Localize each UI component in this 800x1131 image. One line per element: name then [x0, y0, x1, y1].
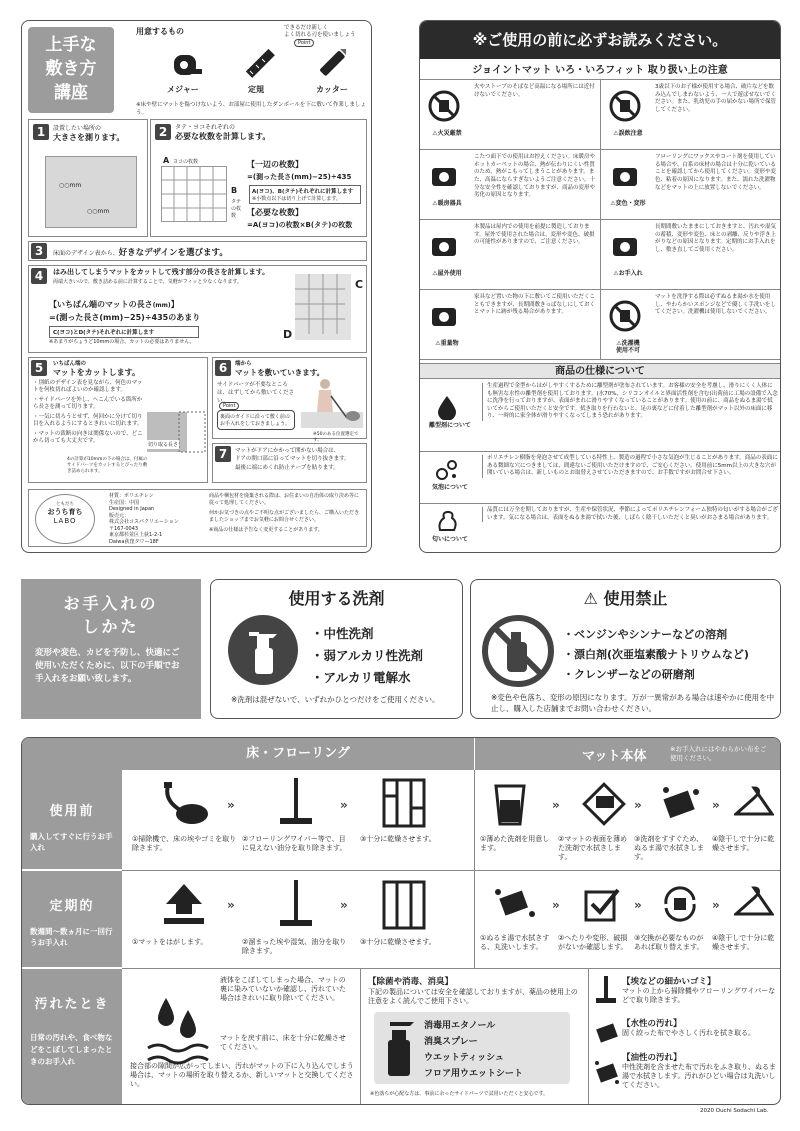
care-title-line2: しかた	[82, 617, 140, 636]
row-before-use	[22, 770, 122, 870]
release-agent-icon	[434, 394, 460, 420]
step2-line2: 必要な枚数を計算します。	[175, 132, 271, 142]
step2-heading	[175, 123, 365, 143]
edge-note2: ※あまりがちょうど10mmの場合、カットの必要はありません。	[49, 339, 195, 345]
spec-label: 匂いについて	[432, 536, 468, 543]
row-dirty-sub: 日常の汚れや、食べ物などをこぼしてしまったときのお手入れ	[30, 1033, 113, 1066]
caution-text: 長期間敷いたままにしておきますと、汚れや湿気の蓄積、変形や変色、床との剥離、反りや浮き上がりなどの原因となります。定期的にお手入れをし、敷き直してご使用ください。	[655, 224, 777, 254]
caution-text: 3歳以下のお子様が使用する場合、破片などを飲み込んでしまわないよう、一人で遊ばせないでください。また、乳幼児の手の届かない場所で保管してください。	[655, 84, 777, 114]
caution-text: 本製品は屋内での使用を前提に製造しております。屋外で使用された場合は、変形や変色、破損の可能性がありますので、ご注意ください。	[474, 224, 595, 246]
cutter-note: できるだけ新しく よく切れる刃を使いましょう	[284, 25, 356, 39]
caution-text: フローリングにワックスやコート剤を使用している場合や、白系の床材の場合は十分に乾いていることを確認してから使用してください。変形や変色、粘着の原因になります。また、濡れた洗濯物などをマットの上に放置しないでください。	[655, 154, 777, 191]
checkbox-icon	[582, 884, 622, 924]
point-tag: Point	[294, 39, 314, 47]
howto-panel	[21, 20, 372, 553]
spec-row	[420, 380, 781, 452]
copyright: 2020 Ouchi Sodachi Lab.	[700, 1108, 769, 1114]
caution-panel	[419, 20, 781, 553]
step2-number: 2	[155, 124, 171, 140]
row-before-title: 使用前	[49, 804, 95, 819]
caution-label: ⚠屋外使用	[432, 270, 462, 277]
edge-title-close: 】	[170, 300, 179, 309]
sterile-item: フロア用ウエットシート	[424, 1069, 523, 1079]
arrow-icon: »	[340, 798, 348, 812]
step7-text2: ドアの開口部に沿ってマットを切り抜きます。	[235, 456, 350, 463]
floor-before-step: ①掃除機で、床の埃やゴミを取り除きます。	[132, 835, 237, 853]
step5-line2: マットをカットします。	[53, 368, 140, 378]
use-list	[311, 624, 423, 690]
step5-number: 5	[31, 360, 47, 376]
spec-line: 材質：ポリエチレン	[109, 493, 154, 499]
caution-label: ⚠誤飲注意	[613, 130, 643, 137]
step4-box	[28, 265, 367, 353]
weight-icon	[428, 300, 460, 332]
step4-line1: はみ出してしまうマットをカットして残す部分の長さを計算します。	[53, 268, 270, 276]
spec-row	[420, 504, 781, 553]
caution-grid	[420, 80, 781, 360]
edge-title-text: 【いちばん端のマットの長さ	[49, 300, 153, 309]
vacuum-person-illustration	[301, 376, 363, 428]
dirty-text1: 液体をこぼしてしまった場合、マットの裏に染みていないか確認し、汚れていた場合はきれいに取り除いてください。	[220, 976, 346, 1003]
caution-label: ⚠火災厳禁	[432, 130, 462, 137]
arrow-icon: »	[552, 898, 560, 912]
f1-note2: ※小数点以下は切り上げて計算します。	[252, 196, 341, 202]
col-mat-header: マット本体	[582, 749, 647, 764]
discolor-icon	[609, 160, 641, 192]
caution-header: ※ご使用の前に必ずお読みください。	[420, 21, 780, 59]
step3-text	[53, 246, 228, 258]
water-text: 固く絞った布でやさしく汚れを拭き取る。	[622, 1029, 755, 1037]
dim-a: ○○mm	[59, 182, 82, 189]
f2-title: 【必要な枚数】	[247, 208, 303, 217]
f1-note1: A(ヨコ)、B(タテ)それぞれに計算します	[252, 189, 354, 195]
spec-line: Designed in Japan	[109, 506, 155, 512]
spec-label: 気泡について	[432, 484, 468, 491]
d-label: D	[283, 328, 293, 341]
spec-line: 販売元：	[109, 512, 130, 519]
step6-line1: 端から	[235, 361, 252, 367]
caution-text: 火やストーブのそばなど高温になる場所には近付けないでください。	[474, 84, 595, 98]
c-label: C	[355, 278, 364, 291]
use-item: ・中性洗剤	[311, 626, 374, 641]
odor-icon	[434, 508, 460, 534]
step5-bullet: ・サイドパーツを外し、へこんでいる箇所から長さを測って切ります。	[33, 396, 143, 411]
step7-number: 7	[215, 446, 231, 462]
caution-subheader: ジョイントマット いろ・いろフィット 取り扱い上の注意	[472, 65, 728, 76]
step6-point-tag: Point	[219, 402, 239, 410]
spec-line: 株式会社コスパクリエーション	[109, 519, 179, 525]
labo-logo	[35, 494, 95, 544]
cut-label: 切り取る長さ	[148, 442, 179, 448]
arrow-icon: »	[712, 898, 720, 912]
step5-bullet: ・別紙のデザイン表を見ながら、何色のマットを何枚切ればよいのか確認します。	[33, 380, 143, 394]
caution-text: 家具など置いた物の下に敷いてご使用いただくこともできますが、長期間敷きっぱなしにしておくとマットに跡が残る場合があります。	[474, 294, 596, 316]
prohibited-bottle-icon	[481, 614, 555, 688]
spec-line: 東京都杉並区上荻1-2-1	[109, 532, 163, 538]
spec-header: 商品の仕様について	[420, 363, 780, 379]
ban-title: 使用禁止	[603, 589, 668, 608]
cutter-icon	[314, 47, 348, 81]
mat-periodic-step: ②へたりや変形、破損がないか確認します。	[558, 934, 628, 952]
caution-label: ⚠洗濯機 使用不可	[615, 340, 640, 355]
caution-item	[420, 290, 601, 360]
use-detergent-panel	[210, 579, 463, 719]
spec-text: 品質には万全を期しておりますが、生産や保管状況、季節によってポリエチレンフォーム独特の匂いがする場合がございます。気になる場合は、表面をぬるま湯で拭いた後、しばらく陰干しいただくと臭いがおさまる場合があります。	[482, 507, 778, 522]
arrow-icon: »	[227, 898, 235, 912]
step4-number: 4	[31, 268, 47, 284]
howto-title-line1: 上手な	[45, 35, 97, 55]
ruler-icon	[240, 45, 276, 81]
wipe-mat-icon	[582, 782, 626, 826]
labo-line2: おうち育ち	[47, 508, 83, 516]
edge-title-unit: (mm)	[152, 302, 171, 309]
care-title-panel	[21, 579, 201, 719]
step7-box	[212, 443, 367, 483]
floor-before-step: ②フローリングワイパー等で、目に見えない油分を取り除きます。	[242, 835, 347, 853]
measure-tape-icon	[172, 49, 202, 79]
cup-icon	[492, 782, 528, 826]
step6-img-note: ※50のある位置選定です。	[313, 432, 359, 443]
spec-line: Daiwa荻窪タワー18F	[109, 538, 159, 545]
prohibited-panel	[470, 579, 781, 719]
arrow-icon: »	[634, 898, 642, 912]
step2-line1: タテ・ヨコそれぞれの	[175, 124, 236, 131]
lift-up-icon	[162, 882, 206, 928]
sterile-item: 消毒用エタノール	[424, 1021, 496, 1031]
ban-title-row	[471, 586, 780, 609]
step3-main: 好きなデザインを選びます。	[118, 248, 228, 258]
step5-bullet: ・一気に切ろうとせず、何回かに分けて切り目を入れるようにするときれいに切れます。	[33, 413, 143, 428]
step7-text1: マットがドアにかかって開かない場合は、	[235, 448, 340, 454]
step3-pre: 床面のデザイン表から、	[53, 250, 119, 257]
floor-periodic-step: ②溜まった埃や湿気、油分を取り除きます。	[242, 938, 347, 956]
wiper-small-icon	[594, 976, 618, 1006]
floor-note: ※床や壁にマットを傷つけないよう、お部屋に使用したダンボールを下に敷いて作業しましょう。	[136, 102, 366, 116]
fire-prohibited-icon	[428, 90, 460, 122]
sterile-items	[424, 1018, 523, 1082]
arrow-icon: »	[712, 798, 720, 812]
dim-b: ○○mm	[87, 208, 110, 215]
caution-item	[601, 80, 781, 150]
sterile-item: ウエットティッシュ	[424, 1053, 504, 1063]
tool-cutter: カッター	[316, 85, 348, 94]
care-title-line1: お手入れの	[63, 594, 159, 613]
step6-point-text: 裏面のガイドに沿って敷く前の お手入れをしておきましょう。	[217, 410, 295, 430]
ban-list	[563, 626, 749, 686]
caution-item	[601, 220, 781, 290]
use-title: 使用する洗剤	[288, 589, 385, 608]
arrow-icon: »	[634, 798, 642, 812]
company-info-box	[28, 489, 367, 547]
step2-box	[150, 119, 367, 237]
howto-title-block	[28, 27, 114, 113]
spray-bottle-icon	[227, 614, 299, 686]
row-periodic-title: 定期的	[49, 899, 95, 914]
use-item: ・アルカリ電解水	[311, 670, 411, 685]
spec-row	[420, 452, 781, 504]
step6-number: 6	[215, 360, 231, 376]
dirty-text2: マットを戻す前に、床を十分に乾燥させてください。	[220, 1034, 346, 1052]
mat-before-step: ④陰干しで十分に乾燥させます。	[712, 835, 775, 853]
spec-line: 生産国：中国	[109, 499, 140, 506]
caution-label: ⚠重量物	[435, 340, 459, 347]
arrow-icon: »	[552, 798, 560, 812]
wipe-cloth-icon	[594, 1020, 620, 1046]
mat-grid-diagram	[161, 166, 227, 222]
caution-text: こたつ面下での使用はお控えください。床暖房やホットカーペットの場合、熱が伝わりにくい性質のため、熱がこもってしまうことがあります。また、高温にならすぎないようご注意ください。十分な安全性を確認しておりますが、商品の変形や劣化の原因となります。	[474, 154, 596, 199]
row-dirty-title: 汚れたとき	[34, 997, 110, 1012]
mat-before-step: ②マットの表面を薄めた洗剤で水拭きします。	[558, 835, 627, 862]
edge-note: C(ヨコ)とD(タテ)それぞれに計算します	[49, 326, 199, 338]
caution-item	[601, 150, 781, 220]
sterile-list-box	[374, 1012, 570, 1084]
ban-item: ・クレンザーなどの研磨剤	[563, 668, 695, 681]
sterile-text: 下記の製品については安全を確認しておりますが、薬品の使用上の注意をよく読んでご使用下さい。	[368, 988, 578, 1006]
wash-mat-icon	[492, 884, 536, 924]
cut-grid-diagram	[295, 274, 351, 340]
warning-icon: ⚠	[583, 589, 598, 608]
f1-title: 【一辺の枚数】	[247, 160, 303, 169]
step1-box	[28, 119, 148, 237]
choking-warning-icon	[609, 90, 641, 122]
mat-periodic-step: ③交換が必要なものがあれば取り替えます。	[634, 934, 704, 952]
caution-label: ⚠変色・変形	[610, 200, 646, 207]
labo-line3: LABO	[53, 517, 77, 525]
caution-item	[420, 220, 601, 290]
row-periodic	[22, 871, 122, 968]
spec-line: 〒167-0043	[109, 525, 139, 532]
caution-item	[601, 290, 781, 360]
caution-item	[420, 80, 601, 150]
step7-text3: 最後に端にめくれ防止テープを貼ります。	[235, 464, 339, 471]
spec-label: 離型剤について	[429, 422, 471, 429]
b-sub: タテの枚数	[231, 199, 242, 219]
step6-desc: サイドパーツが不要なところは、はずしてから敷いてください。	[217, 382, 295, 404]
sterile-note: ※色落ちが心配な方は、事前に余ったサイドパーツで試用いただくと安心です。	[370, 1091, 549, 1097]
a-sub: ヨコの枚数	[173, 159, 199, 165]
water-title: 【水性の汚れ】	[622, 1019, 682, 1029]
room-floor-diagram	[45, 156, 137, 228]
floor-periodic-step: ③十分に乾燥させます。	[360, 938, 436, 946]
sterile-item: 消臭スプレー	[424, 1037, 478, 1047]
tool-measure: メジャー	[167, 85, 199, 94]
use-item: ・弱アルカリ性洗剤	[311, 648, 424, 663]
sun-icon	[428, 230, 460, 262]
sterile-title: 【除菌や消毒、消臭】	[368, 977, 454, 987]
arrow-icon: »	[227, 798, 235, 812]
hanger-icon	[734, 784, 774, 824]
floor-before-step: ③十分に乾燥させます。	[360, 835, 436, 843]
oil-text: 中性洗剤を含ませた布で汚れをふき取り、ぬるま湯で水拭きします。汚れがひどい場合は丸洗いしてください。	[622, 1063, 776, 1090]
row-periodic-sub: 数週間〜数ヵ月に一回行うお手入れ	[30, 927, 113, 947]
disposal-line: ※商品の仕様は予告なく変更することがあります。	[209, 527, 323, 533]
use-note: ※洗剤は混ぜないで、いずれかひとつだけをご使用ください。	[231, 695, 440, 704]
rinse-icon	[658, 782, 702, 826]
f2-formula: =A(ヨコ)の枚数×B(タテ)の枚数	[247, 221, 353, 229]
step5-heading	[53, 359, 140, 379]
disposal-line: 何かお気づきの点やご不明な点がございましたら、ご購入いただきましたショップまでお気軽にお問合せください。	[209, 510, 360, 523]
step6-box	[212, 357, 367, 443]
floor-boards-icon	[382, 880, 426, 930]
spec-text: 生産過程で金型からはがしやすくするために離型剤が塗布されています。お客様の安全を考慮し、滑りにくく人体にも無害な水性の離型剤を使用しております。(水70%、シリコンオイルと界面活性剤を含む)出荷前に工場の設備で入念に洗浄を行っておりますが、表面がまれに滑りやすくなっていることがあります。使用の前に、商品をぬるま湯で拭いてからご使用いただくと安全です。拭き取りを行わないと、足の裏などに付着した離型剤がマット以外の床面に移り、一時的に家全体が滑りやすくなってしまう恐れがあります。	[482, 383, 778, 421]
floor-wiper-icon	[276, 778, 316, 828]
prepare-label: 用意するもの	[136, 27, 184, 36]
step1-line2: 大きさを測ります。	[53, 133, 125, 143]
step5-line1: いちばん端の	[53, 361, 87, 367]
labo-line1: ともだち	[56, 502, 74, 507]
step1-number: 1	[33, 124, 49, 140]
step5-bullet: ・マットの裁断の向きは関係ないので、どこから切っても大丈夫です。	[33, 430, 143, 444]
col-floor-header: 床・フローリング	[246, 746, 350, 761]
bubble-icon	[434, 456, 460, 482]
floor-boards-icon	[382, 778, 426, 828]
spec-text: ポリエチレン樹脂を発泡させて成型している特性上、製造の過程で小さな気泡が生じることがあります。商品の表面にある微細な穴につきましては、間違ないご使用いただけますので、ご安心ください。使用前に5mm以上の大きな穴が開いている場合は、新しいものとお取替えさせていただきますので、お手数ですがお問合せ下さい。	[482, 455, 778, 478]
step5-bullets	[33, 380, 145, 445]
ban-item: ・漂白剤(次亜塩素酸ナトリウムなど)	[563, 648, 749, 661]
mat-periodic-step: ④陰干しで十分に乾燥させます。	[712, 934, 775, 952]
floor-periodic-step: ①マットをはがします。	[132, 938, 208, 946]
a-label: A	[163, 156, 170, 165]
care-desc: 変形や変色、カビを予防し、快適にご使用いただくために、以下の手順でお手入れをお願い致します。	[35, 648, 180, 685]
caution-label: ⚠暖房器具	[432, 200, 462, 207]
cut-note: 4の計算が10mmの下の場合は、付属のサイドパーツをカットするとぴったり敷き詰められます。	[67, 457, 148, 474]
step5-box	[28, 357, 208, 483]
step3-box	[28, 241, 367, 261]
row-before-sub: 購入してすぐに行うお手入れ	[30, 832, 113, 852]
step3-number: 3	[31, 243, 47, 259]
step1-heading	[53, 124, 145, 144]
hand-care-icon	[609, 230, 641, 262]
care-table	[21, 737, 781, 1105]
mat-before-step: ③洗剤をすすぐため、ぬるま湯で水拭きします。	[634, 835, 704, 862]
f1-note-box	[249, 185, 361, 204]
spec-rows	[420, 380, 781, 553]
heater-icon	[428, 160, 460, 192]
edge-formula: =(測った長さ(mm)−25)÷435のあまり	[49, 313, 201, 322]
f1-formula: =(測った長さ(mm)−25)÷435	[247, 173, 352, 181]
replace-cycle-icon	[658, 884, 702, 924]
mat-before-step: ①薄めた洗剤を用意します。	[480, 835, 550, 853]
spec-text	[109, 493, 201, 545]
oil-title: 【油性の汚れ】	[622, 1053, 682, 1063]
edge-title	[49, 300, 179, 311]
disposal-line: 商品や梱包材を廃棄される際は、お住まいの自治体の取り決め等に従って処理してください。	[209, 493, 360, 506]
caution-label: ⚠お手入れ	[613, 270, 643, 277]
spray-bottle-icon	[382, 1018, 418, 1078]
step6-line2: マットを敷いていきます。	[235, 368, 325, 378]
howto-title-line3: 講座	[54, 83, 88, 103]
howto-title-line2: 敷き方	[45, 59, 97, 79]
wash-cloth-icon	[594, 1060, 620, 1086]
fine-title: 【埃などの細かいゴミ】	[622, 977, 716, 987]
puzzle-mat-diagram	[145, 408, 207, 458]
row-dirty	[22, 969, 122, 1105]
vacuum-icon	[162, 780, 212, 826]
ban-note: ※変色や色落ち、変形の原因になります。万が一異常がある場合は速やかに使用を中止し、購入した店舗までお問い合わせください。	[491, 693, 775, 713]
caution-item	[420, 150, 601, 220]
b-label: B	[231, 186, 238, 195]
caution-text: マットを洗浄する際は必ずぬるま湯か水を使用し、やわらかいスポンジなどで優しく手洗いをしてください。洗濯機は使用しないでください。	[655, 294, 776, 316]
step7-text	[235, 447, 367, 472]
floor-wiper-icon	[276, 880, 316, 930]
tool-ruler: 定規	[248, 85, 264, 94]
washing-machine-prohibited-icon	[609, 300, 641, 332]
arrow-icon: »	[340, 898, 348, 912]
step1-line1: 設置したい場所の	[53, 125, 102, 132]
col-mat-note: ※お手入れにはやわらかい布をご使用ください。	[670, 745, 767, 762]
hanger-icon	[734, 884, 774, 924]
step4-line2: 両端大きいので、敷き詰める前に計算することで、気軽がフィッと少なくなります。	[53, 279, 243, 285]
fine-text: マットの上から掃除機やフローリングワイパーなどで取り除きます。	[622, 987, 776, 1005]
ban-item: ・ベンジンやシンナーなどの溶剤	[563, 628, 728, 641]
mat-periodic-step: ①ぬるま湯で水拭きする、丸洗いします。	[480, 934, 550, 952]
dirty-text3: 接合部の隙間が広がってしまい、汚れがマットの下に入り込んでしまう場合は、マットの場所を取り替えるか、新しいマットと交換してください。	[130, 1062, 354, 1089]
disposal-text	[209, 493, 359, 534]
